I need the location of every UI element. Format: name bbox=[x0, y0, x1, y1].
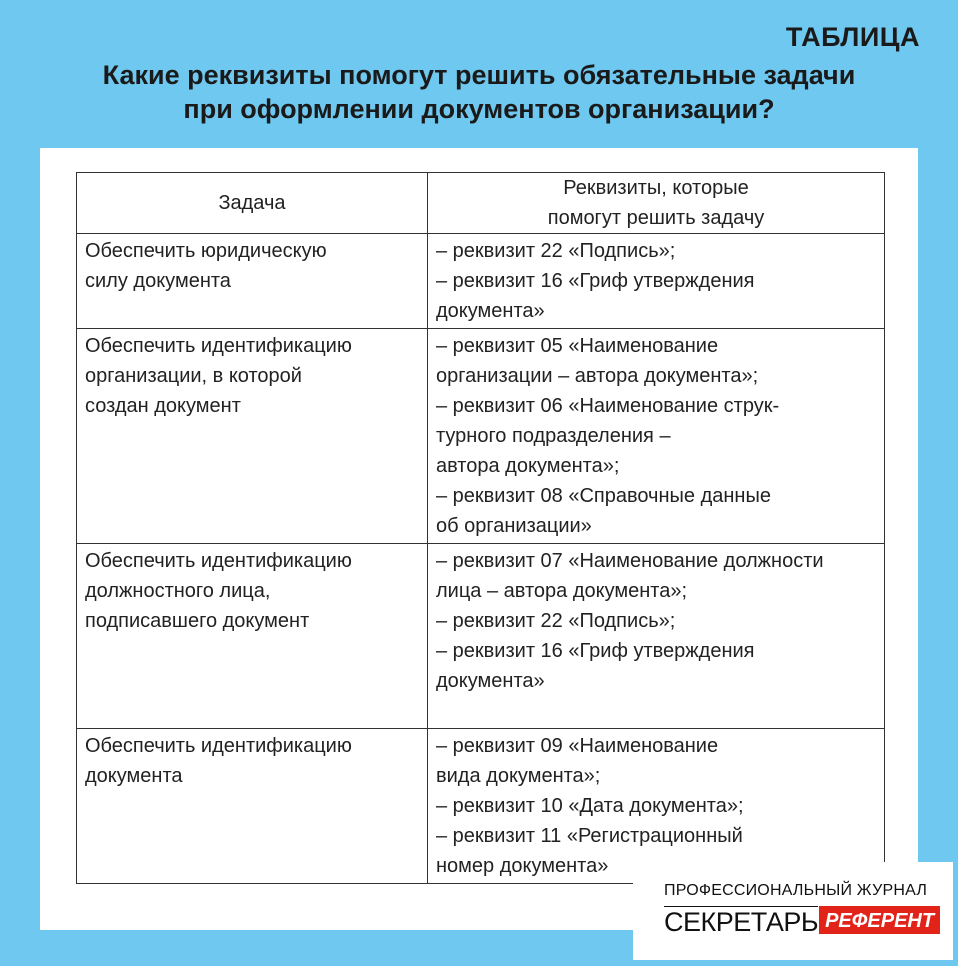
logo-wordmark bbox=[664, 906, 940, 936]
task-cell bbox=[77, 234, 428, 329]
requisites-table bbox=[76, 172, 885, 884]
requisite-line: турного подразделения – bbox=[436, 425, 671, 447]
column-header-requisites-line: Реквизиты, которые bbox=[563, 177, 749, 199]
table-row bbox=[77, 234, 885, 329]
requisites-cell bbox=[428, 329, 885, 544]
table-tag: ТАБЛИЦА bbox=[785, 22, 920, 52]
logo-tagline: ПРОФЕССИОНАЛЬНЫЙ ЖУРНАЛ bbox=[664, 882, 928, 899]
table-row bbox=[77, 329, 885, 544]
task-line: создан документ bbox=[85, 395, 241, 417]
task-line: Обеспечить идентификацию bbox=[85, 735, 352, 757]
requisite-line: – реквизит 05 «Наименование bbox=[436, 335, 719, 357]
requisite-line: документа» bbox=[436, 670, 545, 692]
requisite-line: вида документа»; bbox=[436, 765, 601, 787]
page-title bbox=[40, 58, 918, 126]
requisite-line: – реквизит 10 «Дата документа»; bbox=[436, 795, 744, 817]
requisite-line: автора документа»; bbox=[436, 455, 620, 477]
requisite-line: – реквизит 16 «Гриф утверждения bbox=[436, 640, 755, 662]
task-line: документа bbox=[85, 765, 183, 787]
table-header-row bbox=[77, 173, 885, 234]
task-cell bbox=[77, 729, 428, 884]
requisite-line: – реквизит 09 «Наименование bbox=[436, 735, 719, 757]
requisites-cell bbox=[428, 544, 885, 729]
journal-logo bbox=[633, 862, 953, 960]
requisite-line: – реквизит 06 «Наименование струк- bbox=[436, 395, 780, 417]
requisite-line: номер документа» bbox=[436, 855, 609, 877]
requisite-line: – реквизит 16 «Гриф утверждения bbox=[436, 270, 755, 292]
column-header-task: Задача bbox=[77, 173, 428, 234]
requisite-line: документа» bbox=[436, 300, 545, 322]
requisites-cell bbox=[428, 234, 885, 329]
table-row bbox=[77, 729, 885, 884]
column-header-requisites bbox=[428, 173, 885, 234]
requisite-line: организации – автора документа»; bbox=[436, 365, 759, 387]
requisite-line: лица – автора документа»; bbox=[436, 580, 688, 602]
task-line: Обеспечить идентификацию bbox=[85, 550, 352, 572]
task-line: должностного лица, bbox=[85, 580, 271, 602]
table-row bbox=[77, 544, 885, 729]
task-cell bbox=[77, 544, 428, 729]
requisites-cell bbox=[428, 729, 885, 884]
requisite-line: – реквизит 22 «Подпись»; bbox=[436, 240, 676, 262]
requisite-line: – реквизит 07 «Наименование должности bbox=[436, 550, 824, 572]
requisite-line: – реквизит 22 «Подпись»; bbox=[436, 610, 676, 632]
column-header-requisites-line: помогут решить задачу bbox=[547, 207, 765, 229]
task-line: подписавшего документ bbox=[85, 610, 310, 632]
logo-word-referent: РЕФЕРЕНТ bbox=[819, 906, 940, 934]
task-line: Обеспечить юридическую bbox=[85, 240, 327, 262]
task-line: Обеспечить идентификацию bbox=[85, 335, 352, 357]
task-cell bbox=[77, 329, 428, 544]
requisite-line: – реквизит 08 «Справочные данные bbox=[436, 485, 771, 507]
title-line-1: Какие реквизиты помогут решить обязательные задачи bbox=[102, 60, 856, 90]
logo-word-secretary: СЕКРЕТАРЬ bbox=[664, 907, 819, 937]
title-line-2: при оформлении документов организации? bbox=[183, 94, 775, 124]
requisite-line: – реквизит 11 «Регистрационный bbox=[436, 825, 743, 847]
requisite-line: об организации» bbox=[436, 515, 592, 537]
task-line: организации, в которой bbox=[85, 365, 302, 387]
content-panel bbox=[40, 148, 918, 930]
task-line: силу документа bbox=[85, 270, 231, 292]
